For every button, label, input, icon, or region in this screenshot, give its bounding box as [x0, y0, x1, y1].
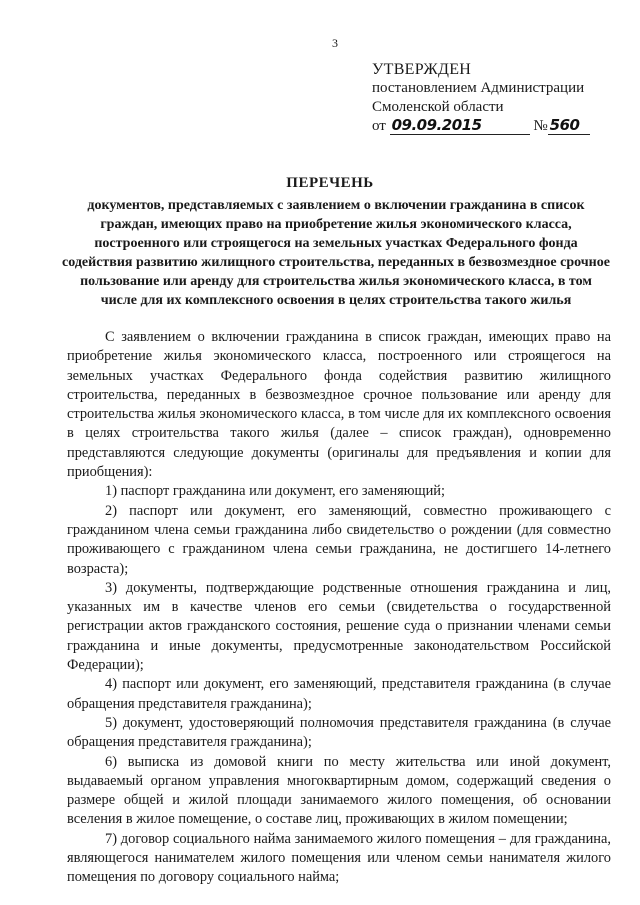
- approval-line-1: постановлением Администрации: [372, 80, 585, 96]
- page-number: 3: [332, 36, 338, 50]
- document-subtitle: документов, представляемых с заявлением о включении гражданина в список граждан, имеющих право на приобретение жилья экономического класса, построенного или строящегося на земельных участках Федерального фонда содействия развитию жилищного строительства, переданных в безвозмездное срочное пользование или аренду для строительства жилья экономического класса, в том числе для их комплексного освоения в целях строительства такого жилья: [62, 198, 610, 308]
- document-title: ПЕРЕЧЕНЬ: [286, 175, 374, 191]
- list-item: 3) документы, подтверждающие родственные отношения гражданина и лиц, указанных им в качестве членов его семьи (свидетельства о государственной регистрации актов гражданского состояния, решение суда о признании членами семьи гражданина и иные документы, предусмотренные законодательством Российской Федерации);: [67, 579, 611, 674]
- approval-stamp: [372, 60, 590, 136]
- approval-heading: УТВЕРЖДЕН: [372, 61, 472, 78]
- approval-line-2: Смоленской области: [372, 99, 504, 115]
- approval-date-line: [372, 117, 590, 136]
- list-item: 6) выписка из домовой книги по месту жительства или иной документ, выдаваемый органом управления многоквартирным домом, содержащий сведения о размере общей и жилой площади занимаемого жилого помещения, об основании вселения в жилое помещение, о составе лиц, проживающих в жилом помещении;: [67, 753, 611, 828]
- handwritten-number: 560: [549, 116, 580, 134]
- list-item: 4) паспорт или документ, его заменяющий, представителя гражданина (в случае обращения представителя гражданина);: [67, 676, 611, 712]
- document-body: [67, 328, 611, 888]
- number-field: [548, 118, 590, 135]
- date-field: [390, 118, 530, 135]
- list-item: 5) документ, удостоверяющий полномочия представителя гражданина (в случае обращения представителя гражданина);: [67, 714, 611, 751]
- handwritten-date: 09.09.2015: [391, 116, 482, 134]
- list-item: 1) паспорт гражданина или документ, его заменяющий;: [105, 483, 446, 500]
- list-item: 2) паспорт или документ, его заменяющий, совместно проживающего с гражданином члена семьи гражданина либо свидетельство о рождении (для совместно проживающего с гражданином члена семьи гражданина, не достигшего 14-летнего возраста);: [67, 502, 611, 577]
- list-item: 7) договор социального найма занимаемого жилого помещения – для гражданина, являющегося нанимателем жилого помещения или членом семьи нанимателя жилого помещения по договору социального найма;: [67, 830, 611, 886]
- date-prefix: от: [372, 118, 386, 134]
- number-prefix: №: [533, 118, 548, 134]
- paragraph-intro: С заявлением о включении гражданина в список граждан, имеющих право на приобретение жилья экономического класса, построенного или строящегося на земельных участках Федерального фонда содействия развитию жилищного строительства, переданных в безвозмездное срочное пользование или аренду для строительства жилья экономического класса, в том числе для их комплексного освоения в целях строительства такого жилья (далее – список граждан), одновременно представляются следующие документы (оригиналы для предъявления и копии для приобщения):: [67, 329, 611, 481]
